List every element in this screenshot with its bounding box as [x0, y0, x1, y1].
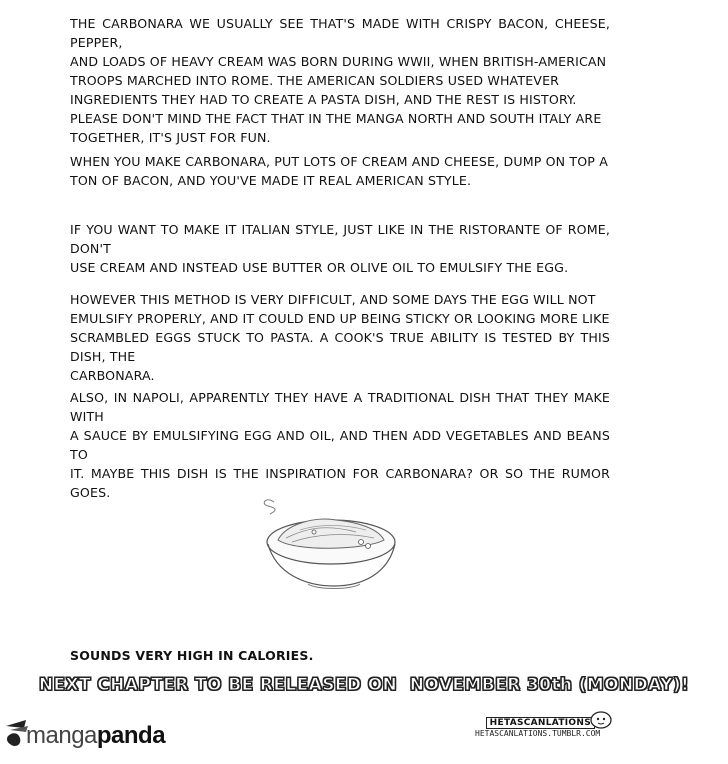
text-line: INGREDIENTS THEY HAD TO CREATE A PASTA DISH, AND THE REST IS HISTORY.: [70, 92, 577, 107]
logo-text-manga: manga: [26, 722, 97, 749]
paragraph-napoli: [70, 388, 610, 502]
text-line: IF YOU WANT TO MAKE IT ITALIAN STYLE, JUST LIKE IN THE RISTORANTE OF ROME, DON'T: [70, 222, 610, 256]
mascot-icon: [588, 708, 614, 730]
scanlation-credit[interactable]: [475, 710, 601, 738]
text-line: A SAUCE BY EMULSIFYING EGG AND OIL, AND THEN ADD VEGETABLES AND BEANS TO: [70, 428, 610, 462]
text-line: AND LOADS OF HEAVY CREAM WAS BORN DURING WWII, WHEN BRITISH-AMERICAN: [70, 54, 607, 69]
text-line: EMULSIFY PROPERLY, AND IT COULD END UP BEING STICKY OR LOOKING MORE LIKE: [70, 311, 610, 326]
text-line: TON OF BACON, AND YOU'VE MADE IT REAL AMERICAN STYLE.: [70, 173, 472, 188]
paragraph-difficulty: [70, 290, 610, 385]
text-line: TOGETHER, IT'S JUST FOR FUN.: [70, 130, 271, 145]
next-chapter-announcement: NEXT CHAPTER TO BE RELEASED ON NOVEMBER 30th (MONDAY)!: [38, 675, 690, 695]
text-line: TROOPS MARCHED INTO ROME. THE AMERICAN SOLDIERS USED WHATEVER: [70, 73, 560, 88]
text-line: HOWEVER THIS METHOD IS VERY DIFFICULT, AND SOME DAYS THE EGG WILL NOT: [70, 292, 596, 307]
paragraph-american-style: [70, 152, 610, 190]
scanlator-url[interactable]: HETASCANLATIONS.TUMBLR.COM: [475, 729, 601, 738]
text-line: WHEN YOU MAKE CARBONARA, PUT LOTS OF CREAM AND CHEESE, DUMP ON TOP A: [70, 154, 608, 169]
text-line: CARBONARA.: [70, 368, 155, 383]
logo-text-panda: panda: [96, 722, 166, 749]
mangapanda-logo[interactable]: [4, 714, 204, 754]
closing-note: SOUNDS VERY HIGH IN CALORIES.: [70, 648, 314, 663]
text-line: THE CARBONARA WE USUALLY SEE THAT'S MADE WITH CRISPY BACON, CHEESE, PEPPER,: [70, 16, 610, 50]
paragraph-carbonara-history: [70, 14, 610, 147]
text-line: USE CREAM AND INSTEAD USE BUTTER OR OLIVE OIL TO EMULSIFY THE EGG.: [70, 260, 569, 275]
text-line: SCRAMBLED EGGS STUCK TO PASTA. A COOK'S TRUE ABILITY IS TESTED BY THIS DISH, THE: [70, 330, 610, 364]
carbonara-bowl-icon: [256, 494, 406, 594]
text-line: ALSO, IN NAPOLI, APPARENTLY THEY HAVE A TRADITIONAL DISH THAT THEY MAKE WITH: [70, 390, 610, 424]
paragraph-italian-style: [70, 220, 610, 277]
text-line: PLEASE DON'T MIND THE FACT THAT IN THE MANGA NORTH AND SOUTH ITALY ARE: [70, 111, 602, 126]
scanlator-name: HETASCANLATIONS: [486, 717, 595, 729]
text-line: IT. MAYBE THIS DISH IS THE INSPIRATION FOR CARBONARA? OR SO THE RUMOR GOES.: [70, 466, 610, 500]
